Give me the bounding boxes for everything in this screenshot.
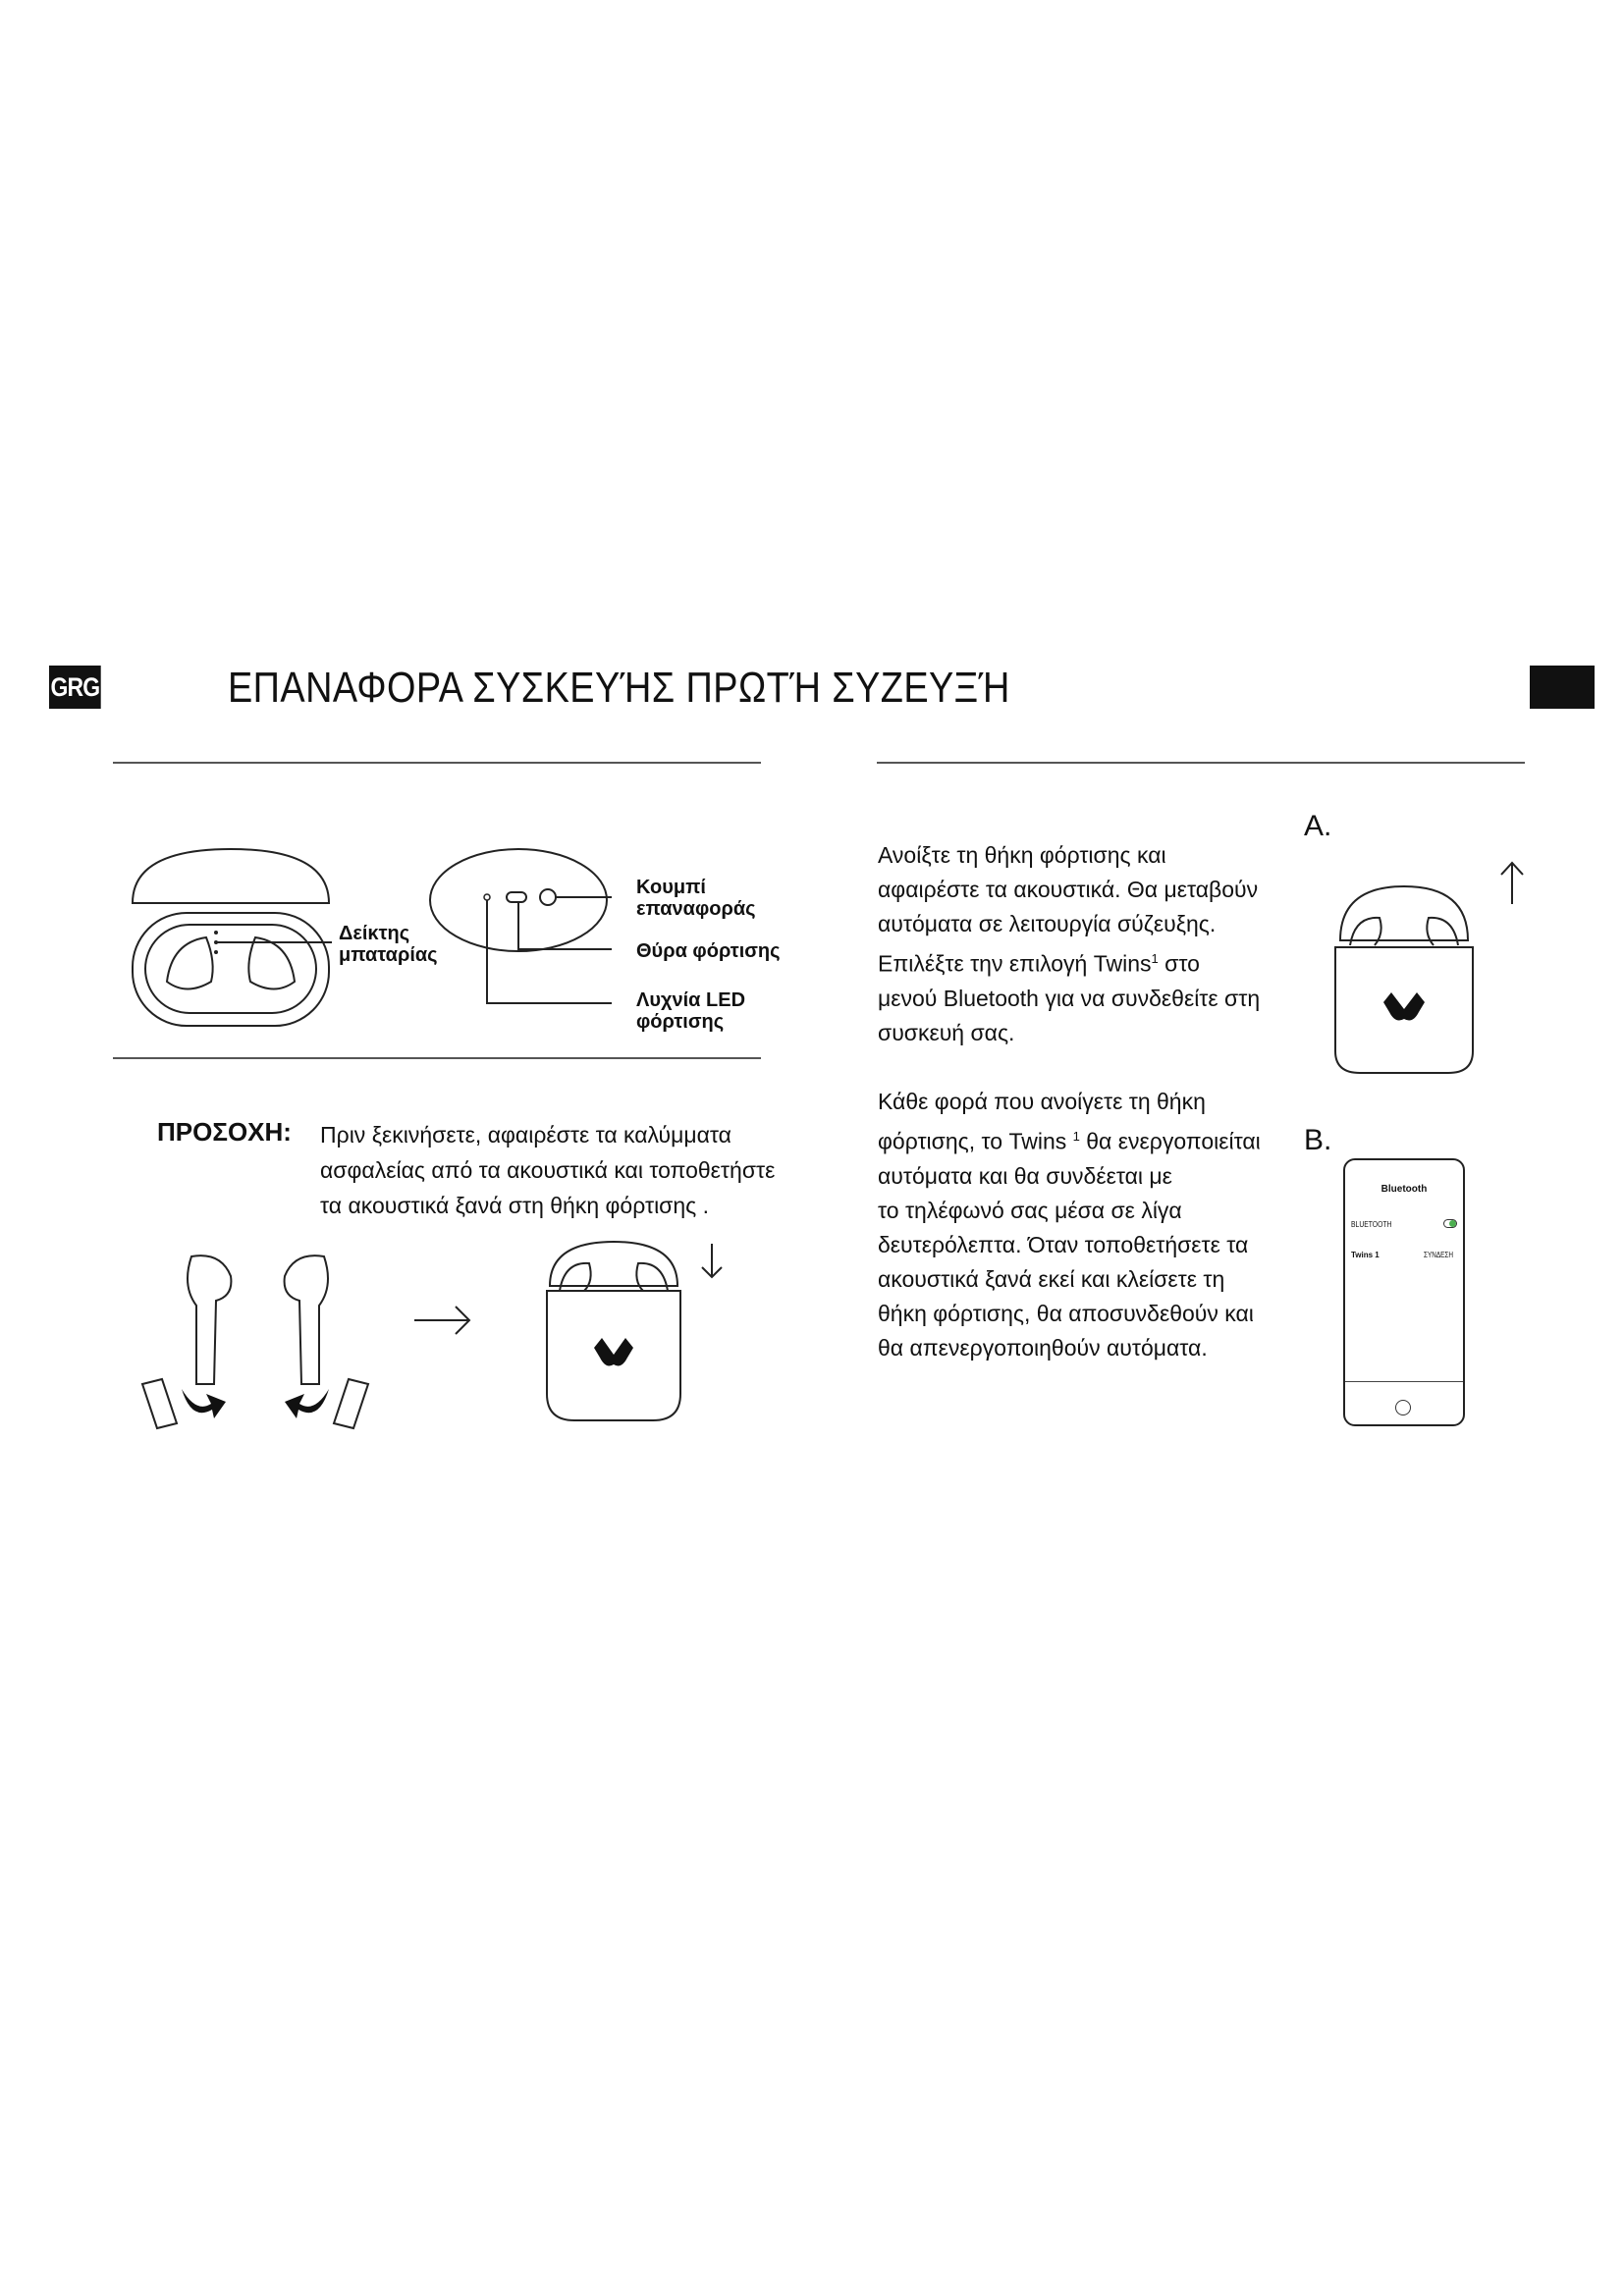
language-tab: GRG	[49, 666, 101, 709]
label-reset-button: Κουμπί επαναφοράς	[636, 877, 756, 920]
phone-illustration	[1343, 1158, 1465, 1426]
arrow-down-icon	[697, 1242, 727, 1281]
phone-screen-title: Bluetooth	[1380, 1184, 1428, 1195]
bluetooth-toggle[interactable]	[1443, 1219, 1457, 1228]
instruction-paragraph-2-end: θα ενεργοποιείται αυτόματα και θα συνδέεται με το τηλέφωνό σας μέσα σε λίγα δευτερόλεπτα. Όταν τοποθετήσετε τα ακουστικά ξανά εκεί και κλείσετε τη θήκη φόρτισης, θα αποσυνδεθούν και θα απενεργοποιηθούν αυτόματα.	[878, 1128, 1261, 1361]
case-with-earbuds-illustration	[545, 1232, 682, 1428]
label-charging-port: Θύρα φόρτισης	[636, 940, 781, 962]
instruction-paragraph-1	[878, 838, 1260, 1050]
phone-device-status: ΣΥΝΔΕΣΗ	[1424, 1251, 1453, 1259]
step-b-label: B.	[1304, 1124, 1332, 1156]
divider-right-top	[877, 762, 1525, 764]
phone-bluetooth-label: BLUETOOTH	[1351, 1220, 1392, 1229]
charging-case-illustration	[118, 834, 344, 1031]
label-battery-indicator: Δείκτης μπαταρίας	[339, 923, 438, 966]
divider-left-top	[113, 762, 761, 764]
phone-screen-bottom-line	[1345, 1381, 1463, 1382]
phone-device-name[interactable]: Twins 1	[1351, 1251, 1380, 1259]
instruction-paragraph-2	[878, 1085, 1261, 1365]
divider-left-bottom	[113, 1057, 761, 1059]
instruction-paragraph-2-start: Κάθε φορά που ανοίγετε τη θήκη φόρτισης, το Twins	[878, 1089, 1206, 1154]
phone-home-button[interactable]	[1395, 1400, 1411, 1415]
earbuds-remove-covers-illustration	[137, 1247, 393, 1433]
arrow-right-icon	[412, 1301, 473, 1340]
twins-footnote-1: 1	[1151, 951, 1159, 966]
step-a-label: A.	[1304, 810, 1332, 842]
page-marker	[1530, 666, 1595, 709]
open-case-illustration	[1330, 877, 1478, 1078]
arrow-up-icon	[1497, 859, 1527, 908]
battery-indicator-leader	[216, 937, 334, 947]
twins-footnote-2: 1	[1072, 1129, 1080, 1144]
caution-text: Πριν ξεκινήσετε, αφαιρέστε τα καλύμματα ασφαλείας από τα ακουστικά και τοποθετήστε τα ακουστικά ξανά στη θήκη φόρτισης .	[320, 1122, 776, 1218]
label-charging-led: Λυχνία LED φόρτισης	[636, 989, 746, 1033]
instruction-paragraph-1-start: Ανοίξτε τη θήκη φόρτισης και αφαιρέστε τα ακουστικά. Θα μεταβούν αυτόματα σε λειτουργία σύζευξης. Επιλέξτε την επιλογή Twins	[878, 842, 1259, 977]
page-title: ΕΠΑΝΑΦΟΡΑ ΣΥΣΚΕΥΉΣ ΠΡΩΤΉ ΣΥΖΕΥΞΉ	[228, 664, 1010, 712]
bluetooth-toggle-knob	[1449, 1220, 1456, 1227]
instruction-paragraph-1-end: στο μενού Bluetooth για να συνδεθείτε στη συσκευή σας.	[878, 950, 1261, 1045]
caution-title: ΠΡΟΣΟΧΗ:	[157, 1117, 292, 1147]
